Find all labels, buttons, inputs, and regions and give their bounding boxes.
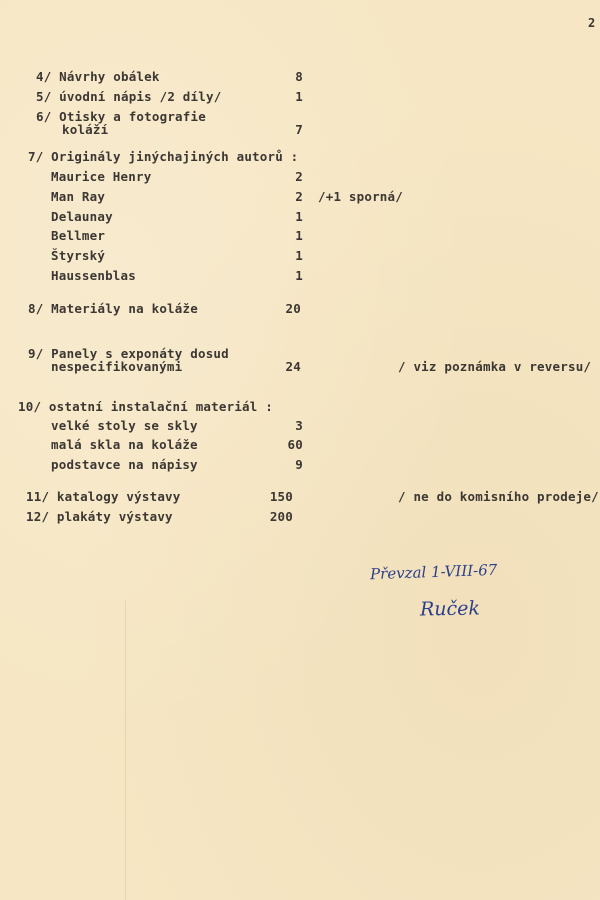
author-name: Haussenblas xyxy=(51,268,136,283)
item-11-count: 150 xyxy=(269,489,293,504)
item-12-label: 12/ plakáty výstavy xyxy=(26,509,173,524)
author-name: Delaunay xyxy=(51,209,113,224)
subitem-count: 60 xyxy=(287,437,303,452)
author-count: 2 xyxy=(295,189,303,204)
author-count: 2 xyxy=(295,169,303,184)
item-8-count: 20 xyxy=(285,301,301,316)
author-count: 1 xyxy=(295,209,303,224)
subitem-count: 3 xyxy=(295,418,303,433)
subitem-count: 9 xyxy=(295,457,303,472)
subitem-name: velké stoly se skly xyxy=(51,418,198,433)
author-name: Man Ray xyxy=(51,189,106,204)
item-8-label: 8/ Materiály na koláže xyxy=(28,301,198,316)
item-4-label: 4/ Návrhy obálek xyxy=(36,69,160,84)
item-9-count: 24 xyxy=(285,359,301,374)
item-6-count: 7 xyxy=(295,122,303,137)
item-9-label-line1: 9/ Panely s exponáty dosud xyxy=(28,346,229,361)
item-9-note: / viz poznámka v reversu/ xyxy=(398,359,592,374)
item-4-count: 8 xyxy=(295,69,303,84)
author-count: 1 xyxy=(295,248,303,263)
item-7-label: 7/ Originály jinýchajiných autorů : xyxy=(28,149,299,164)
item-9-label-line2: nespecifikovanými xyxy=(51,359,183,374)
item-11-note: / ne do komisního prodeje/ xyxy=(398,489,599,504)
page-number: 2 xyxy=(588,16,596,30)
item-6-label-line2: koláží xyxy=(62,122,109,137)
item-10-label: 10/ ostatní instalační materiál : xyxy=(18,399,273,414)
author-name: Maurice Henry xyxy=(51,169,152,184)
author-count: 1 xyxy=(295,228,303,243)
author-note: /+1 sporná/ xyxy=(318,189,403,204)
author-count: 1 xyxy=(295,268,303,283)
item-5-label: 5/ úvodní nápis /2 díly/ xyxy=(36,89,222,104)
handwritten-received-date: Převzal 1-VIII-67 xyxy=(369,560,498,584)
paper-crease xyxy=(125,600,126,900)
subitem-name: podstavce na nápisy xyxy=(51,457,198,472)
subitem-name: malá skla na koláže xyxy=(51,437,198,452)
item-11-label: 11/ katalogy výstavy xyxy=(26,489,181,504)
item-6-label-line1: 6/ Otisky a fotografie xyxy=(36,109,206,124)
author-name: Štyrský xyxy=(51,248,106,263)
item-5-count: 1 xyxy=(295,89,303,104)
item-12-count: 200 xyxy=(269,509,293,524)
author-name: Bellmer xyxy=(51,228,106,243)
handwritten-signature: Ruček xyxy=(419,597,481,621)
